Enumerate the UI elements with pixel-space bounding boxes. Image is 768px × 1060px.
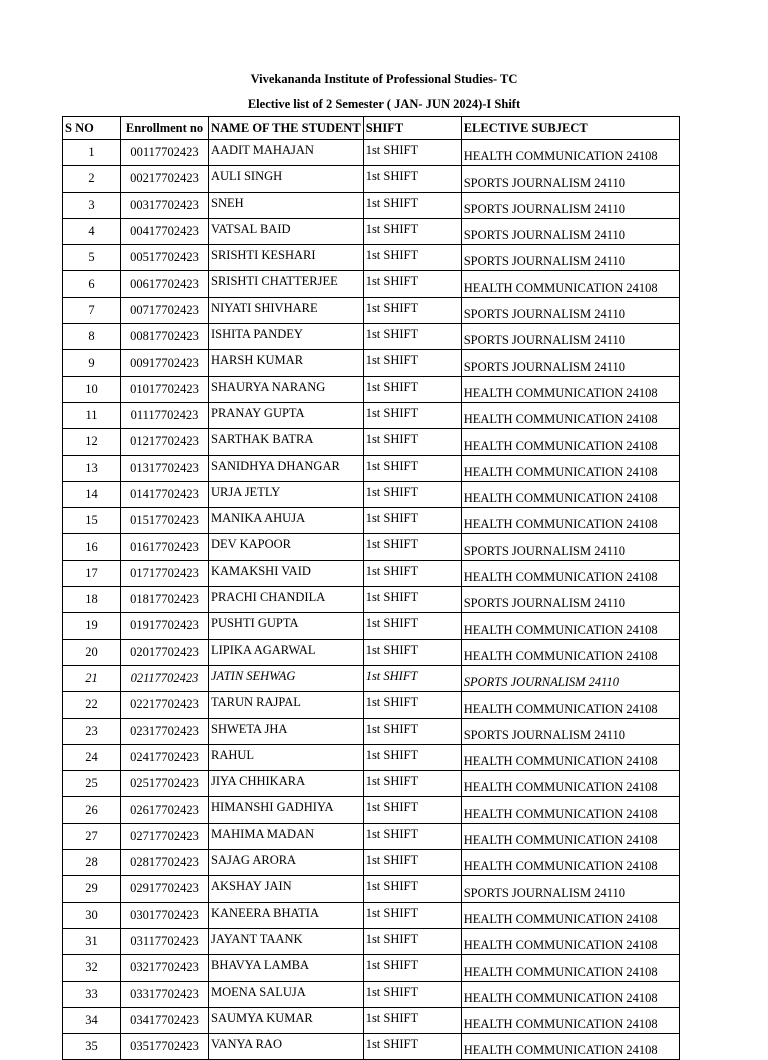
cell-sno: 4: [63, 218, 121, 244]
cell-elective-subject: SPORTS JOURNALISM 24110: [461, 324, 679, 350]
cell-shift: 1st SHIFT: [363, 771, 461, 797]
cell-student-name: SAUMYA KUMAR: [209, 1007, 364, 1033]
cell-elective-subject: HEALTH COMMUNICATION 24108: [461, 902, 679, 928]
cell-student-name: TARUN RAJPAL: [209, 692, 364, 718]
cell-sno: 9: [63, 350, 121, 376]
cell-elective-subject: HEALTH COMMUNICATION 24108: [461, 376, 679, 402]
cell-student-name: JAYANT TAANK: [209, 928, 364, 954]
table-row: [63, 1034, 680, 1060]
cell-student-name: MAHIMA MADAN: [209, 823, 364, 849]
cell-elective-subject: SPORTS JOURNALISM 24110: [461, 192, 679, 218]
cell-enrollment: 00617702423: [121, 271, 209, 297]
table-row: [63, 481, 680, 507]
cell-student-name: JATIN SEHWAG: [209, 665, 364, 691]
cell-student-name: JIYA CHHIKARA: [209, 771, 364, 797]
cell-sno: 7: [63, 297, 121, 323]
table-row: [63, 166, 680, 192]
table-row: [63, 455, 680, 481]
cell-student-name: ISHITA PANDEY: [209, 324, 364, 350]
list-subtitle: Elective list of 2 Semester ( JAN- JUN 2024)-I Shift: [247, 97, 521, 111]
table-row: [63, 692, 680, 718]
cell-shift: 1st SHIFT: [363, 245, 461, 271]
cell-enrollment: 01217702423: [121, 429, 209, 455]
cell-enrollment: 01917702423: [121, 613, 209, 639]
cell-elective-subject: HEALTH COMMUNICATION 24108: [461, 1034, 679, 1060]
cell-enrollment: 03117702423: [121, 928, 209, 954]
cell-enrollment: 00917702423: [121, 350, 209, 376]
cell-elective-subject: HEALTH COMMUNICATION 24108: [461, 850, 679, 876]
cell-student-name: NIYATI SHIVHARE: [209, 297, 364, 323]
column-header-shift: SHIFT: [363, 117, 461, 140]
cell-shift: 1st SHIFT: [363, 981, 461, 1007]
cell-elective-subject: SPORTS JOURNALISM 24110: [461, 297, 679, 323]
cell-shift: 1st SHIFT: [363, 665, 461, 691]
cell-student-name: PUSHTI GUPTA: [209, 613, 364, 639]
cell-enrollment: 01317702423: [121, 455, 209, 481]
cell-sno: 18: [63, 587, 121, 613]
table-row: [63, 771, 680, 797]
table-row: [63, 902, 680, 928]
cell-elective-subject: SPORTS JOURNALISM 24110: [461, 350, 679, 376]
table-row: [63, 245, 680, 271]
table-row: [63, 928, 680, 954]
cell-enrollment: 01817702423: [121, 587, 209, 613]
cell-student-name: SARTHAK BATRA: [209, 429, 364, 455]
cell-sno: 33: [63, 981, 121, 1007]
column-header-enrollment: Enrollment no: [121, 117, 209, 140]
cell-sno: 35: [63, 1034, 121, 1060]
cell-elective-subject: HEALTH COMMUNICATION 24108: [461, 1007, 679, 1033]
cell-sno: 2: [63, 166, 121, 192]
cell-shift: 1st SHIFT: [363, 218, 461, 244]
cell-shift: 1st SHIFT: [363, 455, 461, 481]
cell-enrollment: 03317702423: [121, 981, 209, 1007]
cell-student-name: PRACHI CHANDILA: [209, 587, 364, 613]
cell-student-name: KAMAKSHI VAID: [209, 560, 364, 586]
cell-student-name: PRANAY GUPTA: [209, 402, 364, 428]
cell-elective-subject: SPORTS JOURNALISM 24110: [461, 587, 679, 613]
cell-sno: 10: [63, 376, 121, 402]
cell-sno: 23: [63, 718, 121, 744]
cell-elective-subject: SPORTS JOURNALISM 24110: [461, 218, 679, 244]
cell-shift: 1st SHIFT: [363, 850, 461, 876]
column-header-subject: ELECTIVE SUBJECT: [461, 117, 679, 140]
cell-sno: 11: [63, 402, 121, 428]
table-row: [63, 350, 680, 376]
table-row: [63, 744, 680, 770]
cell-shift: 1st SHIFT: [363, 166, 461, 192]
cell-shift: 1st SHIFT: [363, 481, 461, 507]
cell-elective-subject: HEALTH COMMUNICATION 24108: [461, 402, 679, 428]
cell-elective-subject: HEALTH COMMUNICATION 24108: [461, 797, 679, 823]
cell-shift: 1st SHIFT: [363, 876, 461, 902]
cell-elective-subject: HEALTH COMMUNICATION 24108: [461, 508, 679, 534]
cell-enrollment: 00217702423: [121, 166, 209, 192]
cell-enrollment: 03217702423: [121, 955, 209, 981]
cell-sno: 17: [63, 560, 121, 586]
cell-enrollment: 02517702423: [121, 771, 209, 797]
cell-sno: 31: [63, 928, 121, 954]
cell-elective-subject: HEALTH COMMUNICATION 24108: [461, 981, 679, 1007]
cell-enrollment: 02617702423: [121, 797, 209, 823]
cell-sno: 1: [63, 140, 121, 166]
institute-title: Vivekananda Institute of Professional Studies- TC: [250, 72, 518, 86]
table-row: [63, 823, 680, 849]
cell-student-name: LIPIKA AGARWAL: [209, 639, 364, 665]
cell-student-name: VATSAL BAID: [209, 218, 364, 244]
cell-shift: 1st SHIFT: [363, 692, 461, 718]
cell-elective-subject: SPORTS JOURNALISM 24110: [461, 876, 679, 902]
cell-elective-subject: HEALTH COMMUNICATION 24108: [461, 613, 679, 639]
cell-student-name: SHAURYA NARANG: [209, 376, 364, 402]
cell-elective-subject: HEALTH COMMUNICATION 24108: [461, 771, 679, 797]
cell-enrollment: 01617702423: [121, 534, 209, 560]
cell-sno: 21: [63, 665, 121, 691]
cell-enrollment: 02917702423: [121, 876, 209, 902]
table-row: [63, 324, 680, 350]
cell-elective-subject: HEALTH COMMUNICATION 24108: [461, 560, 679, 586]
cell-student-name: MANIKA AHUJA: [209, 508, 364, 534]
cell-sno: 32: [63, 955, 121, 981]
cell-shift: 1st SHIFT: [363, 587, 461, 613]
cell-shift: 1st SHIFT: [363, 376, 461, 402]
cell-student-name: DEV KAPOOR: [209, 534, 364, 560]
table-row: [63, 613, 680, 639]
table-row: [63, 587, 680, 613]
cell-sno: 30: [63, 902, 121, 928]
table-row: [63, 981, 680, 1007]
cell-enrollment: 00117702423: [121, 140, 209, 166]
cell-elective-subject: HEALTH COMMUNICATION 24108: [461, 692, 679, 718]
cell-shift: 1st SHIFT: [363, 928, 461, 954]
cell-student-name: HIMANSHI GADHIYA: [209, 797, 364, 823]
cell-shift: 1st SHIFT: [363, 140, 461, 166]
cell-sno: 16: [63, 534, 121, 560]
cell-sno: 19: [63, 613, 121, 639]
cell-enrollment: 00817702423: [121, 324, 209, 350]
cell-sno: 12: [63, 429, 121, 455]
column-header-name: NAME OF THE STUDENT: [209, 117, 364, 140]
cell-sno: 13: [63, 455, 121, 481]
cell-shift: 1st SHIFT: [363, 324, 461, 350]
cell-shift: 1st SHIFT: [363, 1034, 461, 1060]
cell-elective-subject: HEALTH COMMUNICATION 24108: [461, 140, 679, 166]
cell-enrollment: 00717702423: [121, 297, 209, 323]
cell-shift: 1st SHIFT: [363, 797, 461, 823]
cell-shift: 1st SHIFT: [363, 613, 461, 639]
table-row: [63, 639, 680, 665]
cell-enrollment: 02817702423: [121, 850, 209, 876]
cell-sno: 5: [63, 245, 121, 271]
cell-shift: 1st SHIFT: [363, 902, 461, 928]
cell-student-name: BHAVYA LAMBA: [209, 955, 364, 981]
table-row: [63, 560, 680, 586]
table-row: [63, 376, 680, 402]
table-row: [63, 297, 680, 323]
column-header-sno: S NO: [63, 117, 121, 140]
table-header-row: [63, 117, 680, 140]
cell-enrollment: 03517702423: [121, 1034, 209, 1060]
cell-student-name: SRISHTI KESHARI: [209, 245, 364, 271]
table-row: [63, 218, 680, 244]
cell-sno: 26: [63, 797, 121, 823]
cell-enrollment: 02417702423: [121, 744, 209, 770]
cell-student-name: SAJAG ARORA: [209, 850, 364, 876]
cell-sno: 3: [63, 192, 121, 218]
cell-enrollment: 02217702423: [121, 692, 209, 718]
cell-student-name: SNEH: [209, 192, 364, 218]
table-row: [63, 665, 680, 691]
cell-elective-subject: HEALTH COMMUNICATION 24108: [461, 639, 679, 665]
cell-sno: 14: [63, 481, 121, 507]
cell-enrollment: 01117702423: [121, 402, 209, 428]
table-row: [63, 955, 680, 981]
cell-shift: 1st SHIFT: [363, 718, 461, 744]
cell-elective-subject: SPORTS JOURNALISM 24110: [461, 718, 679, 744]
cell-student-name: SANIDHYA DHANGAR: [209, 455, 364, 481]
cell-enrollment: 02017702423: [121, 639, 209, 665]
cell-student-name: MOENA SALUJA: [209, 981, 364, 1007]
cell-enrollment: 03417702423: [121, 1007, 209, 1033]
cell-elective-subject: SPORTS JOURNALISM 24110: [461, 166, 679, 192]
cell-sno: 25: [63, 771, 121, 797]
cell-enrollment: 01017702423: [121, 376, 209, 402]
cell-elective-subject: SPORTS JOURNALISM 24110: [461, 245, 679, 271]
cell-shift: 1st SHIFT: [363, 1007, 461, 1033]
cell-student-name: SHWETA JHA: [209, 718, 364, 744]
cell-shift: 1st SHIFT: [363, 271, 461, 297]
elective-table: [62, 116, 680, 1060]
cell-shift: 1st SHIFT: [363, 192, 461, 218]
cell-elective-subject: HEALTH COMMUNICATION 24108: [461, 455, 679, 481]
cell-enrollment: 02317702423: [121, 718, 209, 744]
cell-shift: 1st SHIFT: [363, 955, 461, 981]
cell-sno: 28: [63, 850, 121, 876]
cell-shift: 1st SHIFT: [363, 402, 461, 428]
cell-student-name: URJA JETLY: [209, 481, 364, 507]
table-row: [63, 797, 680, 823]
table-body: [63, 140, 680, 1060]
cell-sno: 8: [63, 324, 121, 350]
table-row: [63, 1007, 680, 1033]
table-row: [63, 534, 680, 560]
cell-elective-subject: HEALTH COMMUNICATION 24108: [461, 823, 679, 849]
cell-elective-subject: HEALTH COMMUNICATION 24108: [461, 271, 679, 297]
cell-elective-subject: HEALTH COMMUNICATION 24108: [461, 481, 679, 507]
cell-elective-subject: SPORTS JOURNALISM 24110: [461, 534, 679, 560]
cell-enrollment: 00317702423: [121, 192, 209, 218]
cell-sno: 34: [63, 1007, 121, 1033]
cell-elective-subject: SPORTS JOURNALISM 24110: [461, 665, 679, 691]
cell-student-name: RAHUL: [209, 744, 364, 770]
cell-sno: 20: [63, 639, 121, 665]
cell-shift: 1st SHIFT: [363, 508, 461, 534]
cell-elective-subject: HEALTH COMMUNICATION 24108: [461, 744, 679, 770]
table-row: [63, 402, 680, 428]
cell-student-name: SRISHTI CHATTERJEE: [209, 271, 364, 297]
cell-enrollment: 01417702423: [121, 481, 209, 507]
cell-shift: 1st SHIFT: [363, 560, 461, 586]
cell-enrollment: 00417702423: [121, 218, 209, 244]
cell-student-name: HARSH KUMAR: [209, 350, 364, 376]
cell-sno: 29: [63, 876, 121, 902]
table-row: [63, 429, 680, 455]
table-row: [63, 192, 680, 218]
cell-elective-subject: HEALTH COMMUNICATION 24108: [461, 429, 679, 455]
cell-enrollment: 00517702423: [121, 245, 209, 271]
cell-enrollment: 01517702423: [121, 508, 209, 534]
table-row: [63, 140, 680, 166]
cell-sno: 24: [63, 744, 121, 770]
table-row: [63, 850, 680, 876]
cell-student-name: AULI SINGH: [209, 166, 364, 192]
cell-shift: 1st SHIFT: [363, 639, 461, 665]
cell-shift: 1st SHIFT: [363, 534, 461, 560]
cell-elective-subject: HEALTH COMMUNICATION 24108: [461, 955, 679, 981]
cell-student-name: VANYA RAO: [209, 1034, 364, 1060]
cell-enrollment: 01717702423: [121, 560, 209, 586]
cell-shift: 1st SHIFT: [363, 350, 461, 376]
table-row: [63, 271, 680, 297]
cell-elective-subject: HEALTH COMMUNICATION 24108: [461, 928, 679, 954]
cell-sno: 22: [63, 692, 121, 718]
cell-shift: 1st SHIFT: [363, 744, 461, 770]
cell-shift: 1st SHIFT: [363, 297, 461, 323]
cell-enrollment: 02717702423: [121, 823, 209, 849]
cell-enrollment: 03017702423: [121, 902, 209, 928]
cell-student-name: KANEERA BHATIA: [209, 902, 364, 928]
table-row: [63, 876, 680, 902]
cell-student-name: AKSHAY JAIN: [209, 876, 364, 902]
cell-shift: 1st SHIFT: [363, 823, 461, 849]
cell-sno: 27: [63, 823, 121, 849]
cell-student-name: AADIT MAHAJAN: [209, 140, 364, 166]
cell-sno: 15: [63, 508, 121, 534]
cell-shift: 1st SHIFT: [363, 429, 461, 455]
cell-sno: 6: [63, 271, 121, 297]
table-row: [63, 718, 680, 744]
cell-enrollment: 02117702423: [121, 665, 209, 691]
table-row: [63, 508, 680, 534]
